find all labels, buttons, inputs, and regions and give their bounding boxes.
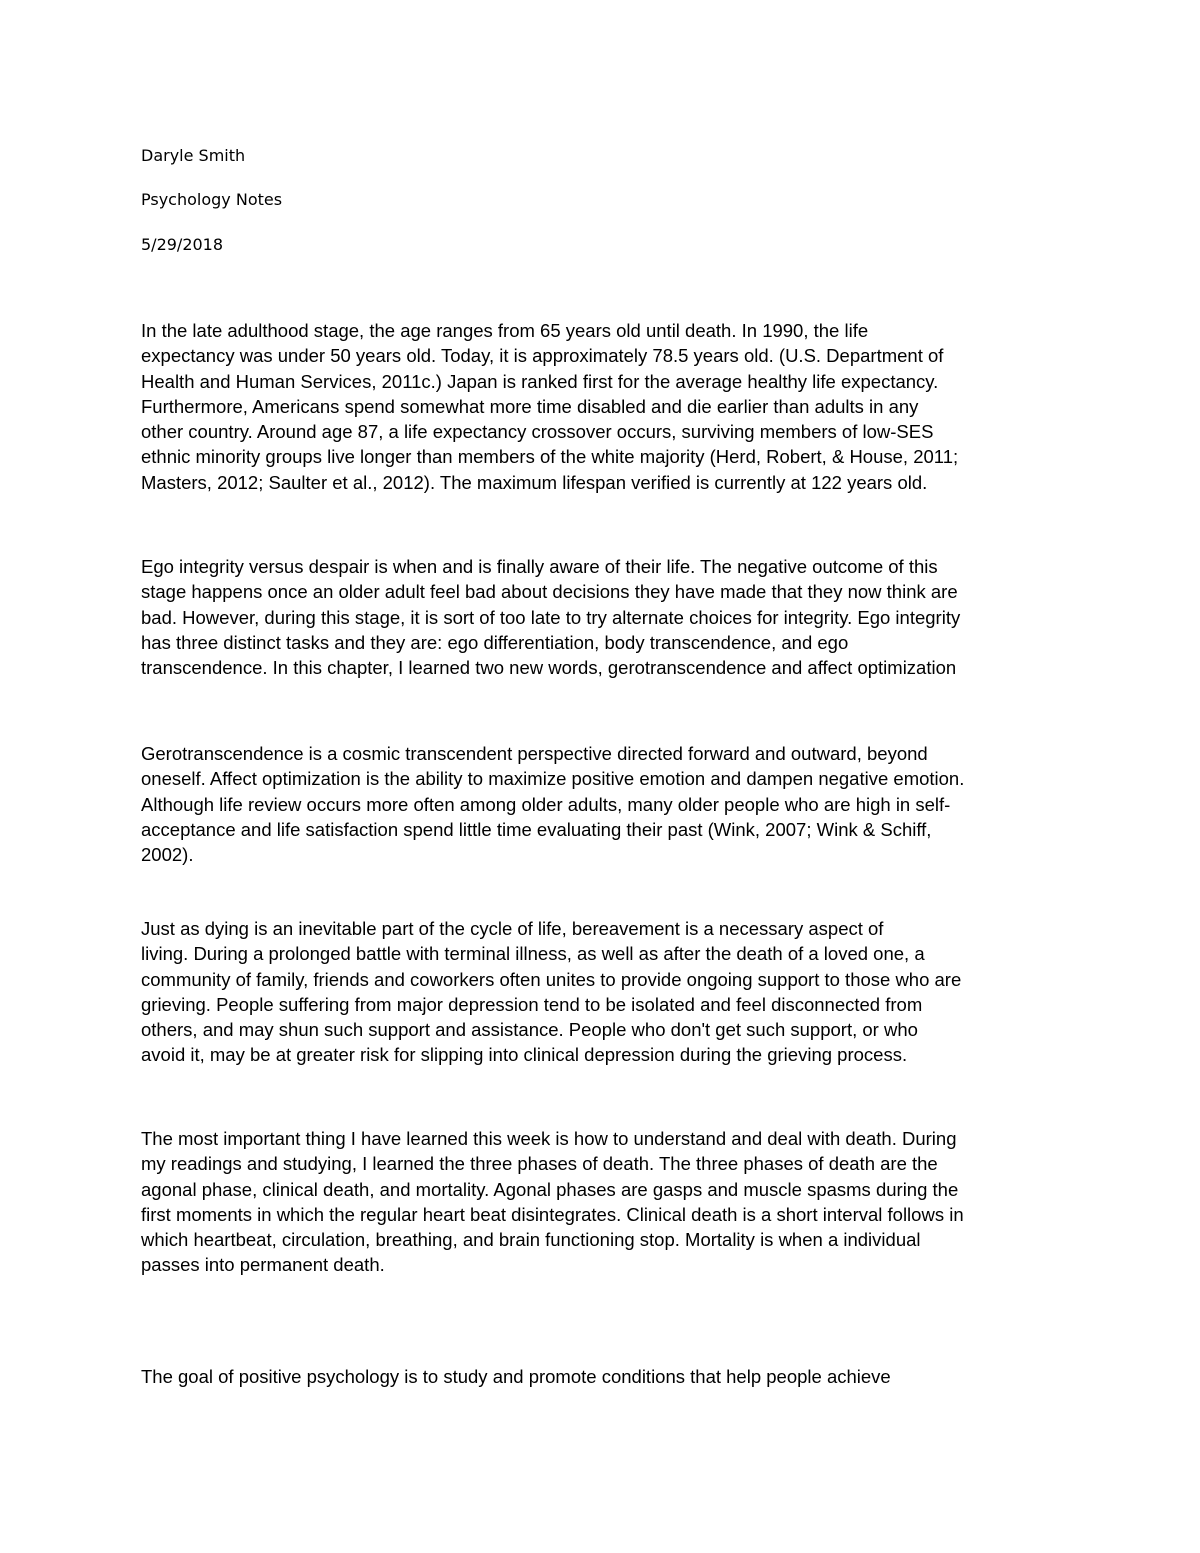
text-line: Although life review occurs more often among older adults, many older people who are high in self- [141,793,951,815]
text-line: Just as dying is an inevitable part of the cycle of life, bereavement is a necessary aspect of [141,918,884,939]
text-line: Health and Human Services, 2011c.) Japan is ranked first for the average healthy life expectancy. [141,370,939,392]
text-line: Masters, 2012; Saulter et al., 2012). The maximum lifespan verified is currently at 122 years old. [141,471,928,493]
text-line: has three distinct tasks and they are: ego differentiation, body transcendence, and ego [141,631,849,653]
text-line: others, and may shun such support and assistance. People who don't get such support, or who [141,1019,918,1041]
text-line: community of family, friends and coworkers often unites to provide ongoing support to those who are [141,968,962,990]
text-line: The most important thing I have learned this week is how to understand and deal with death. During [141,1128,957,1149]
text-line: Furthermore, Americans spend somewhat more time disabled and die earlier than adults in any [141,395,919,417]
paragraph-gerotranscendence [141,741,1071,867]
text-line: expectancy was under 50 years old. Today, it is approximately 78.5 years old. (U.S. Department of [141,345,944,367]
text-line: other country. Around age 87, a life expectancy crossover occurs, surviving members of low-SES [141,421,934,443]
text-line: ethnic minority groups live longer than members of the white majority (Herd, Robert, & House, 2011; [141,446,959,468]
text-line: grieving. People suffering from major depression tend to be isolated and feel disconnected from [141,993,923,1015]
text-line: 2002). [141,844,194,866]
text-line: bad. However, during this stage, it is sort of too late to try alternate choices for integrity. Ego integrity [141,606,961,628]
text-line: transcendence. In this chapter, I learned two new words, gerotranscendence and affect optimization [141,657,957,679]
course-title: Psychology Notes [141,190,283,209]
text-line: my readings and studying, I learned the three phases of death. The three phases of death are the [141,1153,938,1175]
text-line: first moments in which the regular heart beat disintegrates. Clinical death is a short interval follows in [141,1203,964,1225]
paragraph-bereavement [141,916,1071,1068]
text-line: passes into permanent death. [141,1254,385,1276]
text-line: agonal phase, clinical death, and mortality. Agonal phases are gasps and muscle spasms during the [141,1178,959,1200]
paragraph-positive-psychology [141,1364,1071,1389]
text-line: oneself. Affect optimization is the ability to maximize positive emotion and dampen negative emotion. [141,768,965,790]
paragraph-late-adulthood [141,318,1071,495]
paragraph-phases-of-death [141,1126,1071,1278]
document-date: 5/29/2018 [141,235,224,254]
text-line: living. During a prolonged battle with terminal illness, as well as after the death of a loved one, a [141,943,925,965]
text-line: The goal of positive psychology is to study and promote conditions that help people achieve [141,1366,891,1387]
text-line: Ego integrity versus despair is when and is finally aware of their life. The negative outcome of this [141,556,938,577]
text-line: acceptance and life satisfaction spend little time evaluating their past (Wink, 2007; Wink & Schiff, [141,818,932,840]
author-name: Daryle Smith [141,146,246,165]
paragraph-ego-integrity [141,554,1071,680]
text-line: which heartbeat, circulation, breathing, and brain functioning stop. Mortality is when a individual [141,1229,921,1251]
text-line: In the late adulthood stage, the age ranges from 65 years old until death. In 1990, the life [141,320,869,341]
text-line: avoid it, may be at greater risk for slipping into clinical depression during the grieving process. [141,1044,908,1066]
text-line: stage happens once an older adult feel bad about decisions they have made that they now think are [141,581,958,603]
text-line: Gerotranscendence is a cosmic transcendent perspective directed forward and outward, beyond [141,743,928,764]
